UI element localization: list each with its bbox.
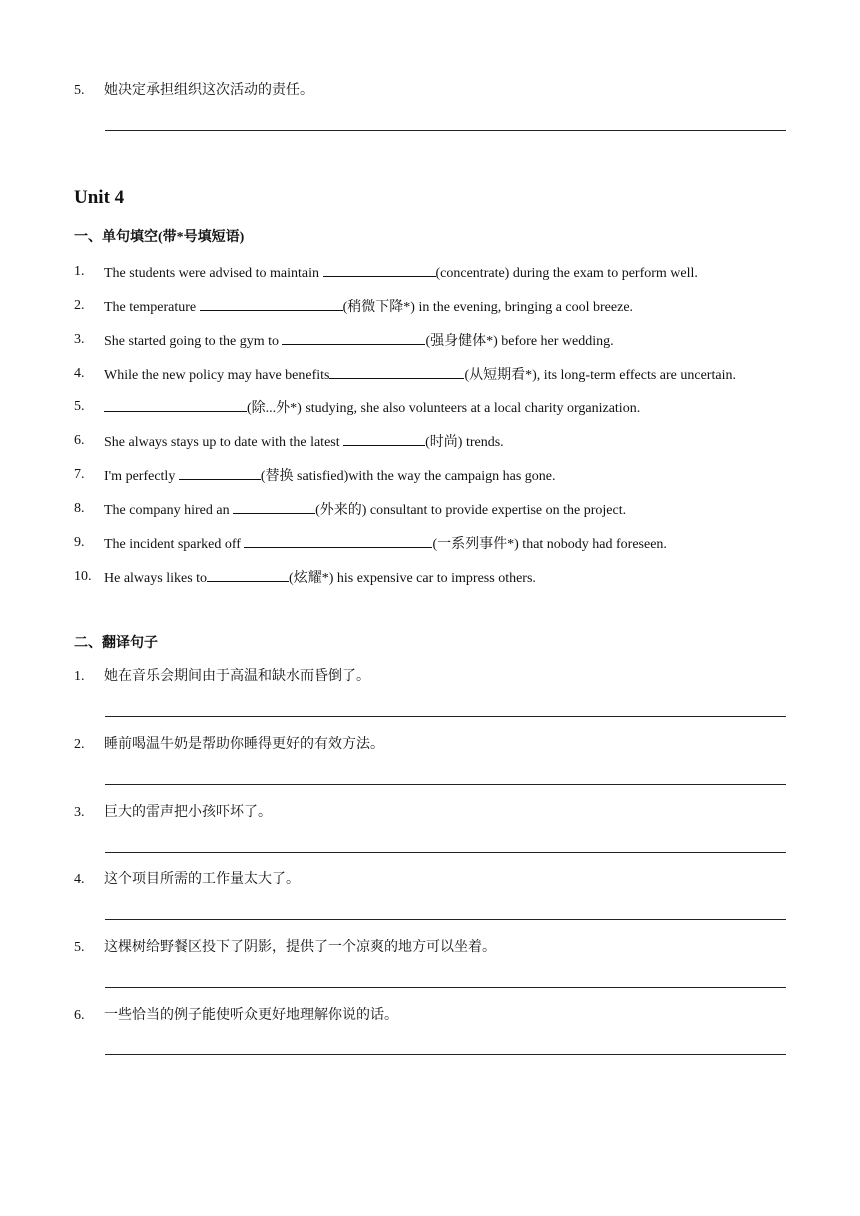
answer-blank[interactable] (282, 331, 425, 345)
answer-blank[interactable] (104, 398, 247, 412)
item-number: 5. (74, 399, 85, 414)
item-number: 5. (74, 83, 85, 98)
item-text-before: The students were advised to maintain (104, 266, 323, 281)
answer-blank[interactable] (207, 568, 289, 582)
answer-blank[interactable] (343, 432, 425, 446)
item-text-after: (替换 satisfied)with the way the campaign has gone. (260, 469, 556, 484)
item-text-after: (炫耀*) his expensive car to impress others. (289, 571, 536, 586)
item-text-after: (强身健体*) before her wedding. (425, 334, 614, 349)
item-number: 3. (74, 805, 85, 820)
item-number: 1. (74, 264, 85, 279)
answer-blank[interactable] (233, 500, 315, 514)
item-text-after: (稍微下降*) in the evening, bringing a cool breeze. (342, 300, 634, 315)
item-number: 9. (74, 535, 85, 550)
item-number: 2. (74, 298, 85, 313)
answer-line[interactable] (105, 919, 786, 920)
item-number: 7. (74, 467, 85, 482)
section-title-translation: 二、翻译句子 (74, 636, 158, 651)
answer-blank[interactable] (200, 297, 343, 311)
item-number: 1. (74, 669, 85, 684)
item-text: 她决定承担组织这次活动的责任。 (104, 83, 314, 98)
item-text: 睡前喝温牛奶是帮助你睡得更好的有效方法。 (104, 737, 384, 752)
item-number: 3. (74, 332, 85, 347)
item-number: 8. (74, 501, 85, 516)
item-text: 一些恰当的例子能使听众更好地理解你说的话。 (104, 1008, 398, 1023)
item-text-after: (除...外*) studying, she also volunteers at a local charity organization. (247, 401, 641, 416)
unit-title: Unit 4 (74, 187, 125, 208)
item-number: 6. (74, 433, 85, 448)
item-text-after: (一系列事件*) that nobody had foreseen. (432, 537, 667, 552)
item-text: 这棵树给野餐区投下了阴影，提供了一个凉爽的地方可以坐着。 (104, 940, 496, 955)
item-text-after: (时尚) trends. (425, 435, 504, 450)
item-text: 巨大的雷声把小孩吓坏了。 (104, 805, 272, 820)
answer-blank[interactable] (329, 365, 464, 379)
answer-line[interactable] (105, 130, 786, 131)
item-number: 10. (74, 569, 92, 584)
item-text: 她在音乐会期间由于高温和缺水而昏倒了。 (104, 669, 370, 684)
answer-blank[interactable] (323, 263, 436, 277)
item-text-before: The company hired an (104, 503, 234, 518)
item-text-before: She always stays up to date with the latest (104, 435, 344, 450)
answer-line[interactable] (105, 784, 786, 785)
item-text-before: I'm perfectly (104, 469, 179, 484)
item-text-before: While the new policy may have benefits (104, 368, 330, 383)
item-number: 4. (74, 366, 85, 381)
item-number: 4. (74, 872, 85, 887)
answer-line[interactable] (105, 716, 786, 717)
item-text: 这个项目所需的工作量太大了。 (104, 872, 300, 887)
item-text-before: He always likes to (104, 571, 208, 586)
item-text-after: (外来的) consultant to provide expertise on the project. (315, 503, 627, 518)
item-text-before: The incident sparked off (104, 537, 245, 552)
answer-line[interactable] (105, 852, 786, 853)
item-number: 2. (74, 737, 85, 752)
answer-line[interactable] (105, 987, 786, 988)
item-number: 6. (74, 1008, 85, 1023)
item-text-before: The temperature (104, 300, 200, 315)
answer-line[interactable] (105, 1054, 786, 1055)
item-text-after: (concentrate) during the exam to perform well. (435, 266, 698, 281)
item-number: 5. (74, 940, 85, 955)
item-text-before: She started going to the gym to (104, 334, 283, 349)
section-title-fill-in: 一、单句填空(带*号填短语) (74, 230, 245, 245)
answer-blank[interactable] (244, 534, 432, 548)
item-text-after: (从短期看*), its long-term effects are uncertain. (464, 368, 736, 383)
answer-blank[interactable] (179, 466, 261, 480)
